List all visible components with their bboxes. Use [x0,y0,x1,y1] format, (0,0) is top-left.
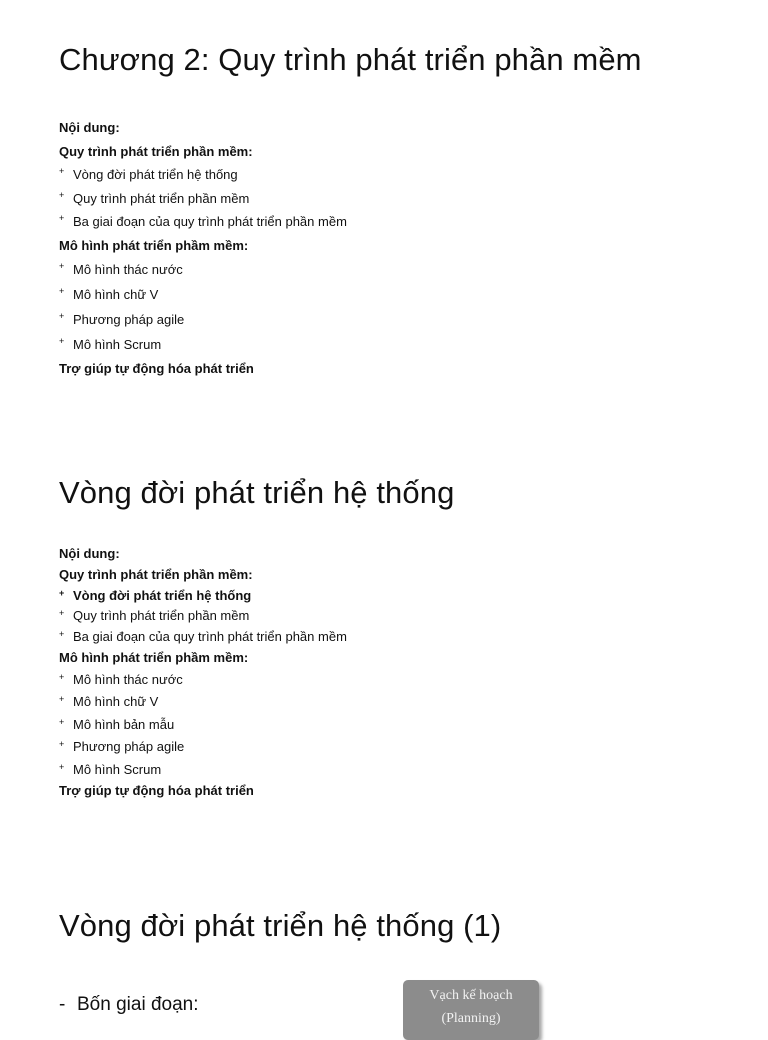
list-item: + Mô hình Scrum [59,332,739,357]
list-item: + Quy trình phát triển phần mềm [59,606,739,627]
list-item: + Vòng đời phát triển hệ thống [59,163,739,187]
list-item: + Mô hình bản mẫu [59,714,739,737]
list-item: + Phương pháp agile [59,307,739,332]
list-item: + Mô hình thác nước [59,257,739,282]
list-item: + Mô hình Scrum [59,759,739,782]
list-heading: Mô hình phát triển phầm mềm: [59,237,249,253]
phase-box-line1: Vạch kế hoạch [429,988,513,1003]
section-chapter-2 [59,42,739,381]
section-system-lifecycle-1 [59,908,739,944]
section-system-lifecycle [59,475,739,802]
page-title: Chương 2: Quy trình phát triển phần mềm [59,42,642,77]
section-title: Vòng đời phát triển hệ thống (1) [59,908,502,943]
phase-box-line2: (Planning) [441,1011,501,1026]
section-title: Vòng đời phát triển hệ thống [59,475,455,510]
list-item-current: + Vòng đời phát triển hệ thống [59,586,739,607]
planning-phase-box [403,980,539,1040]
dash-marker: - [59,994,66,1015]
list-item: + Quy trình phát triển phần mềm [59,187,739,211]
content-list [59,116,739,381]
list-item: + Mô hình chữ V [59,691,739,714]
four-phases-line [59,994,199,1016]
list-heading: Nội dung: [59,120,120,135]
list-heading: Quy trình phát triển phần mềm: [59,566,253,582]
list-item: + Mô hình chữ V [59,282,739,307]
content-list [59,544,739,802]
list-heading: Trợ giúp tự động hóa phát triển [59,783,254,799]
list-item: + Mô hình thác nước [59,669,739,692]
list-item: + Ba giai đoạn của quy trình phát triển phần mềm [59,210,739,234]
list-heading: Trợ giúp tự động hóa phát triển [59,361,254,376]
list-heading: Quy trình phát triển phần mềm: [59,143,253,159]
list-heading: Mô hình phát triển phầm mềm: [59,649,249,665]
list-item: + Phương pháp agile [59,736,739,759]
list-item: + Ba giai đoạn của quy trình phát triển phần mềm [59,627,739,648]
four-phases-label: Bốn giai đoạn: [77,994,199,1015]
list-heading: Nội dung: [59,546,120,561]
